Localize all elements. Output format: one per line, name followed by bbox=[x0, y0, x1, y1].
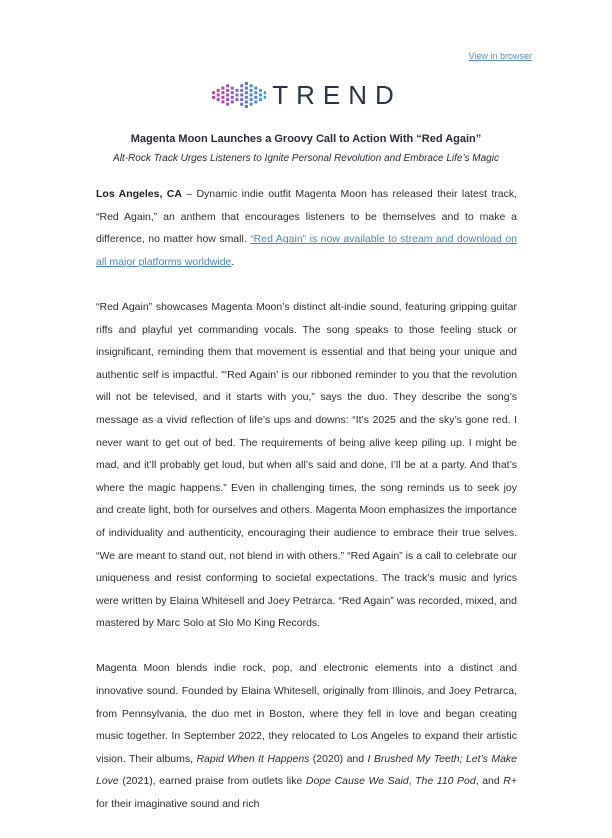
logo-dot bbox=[222, 96, 225, 99]
logo-dot bbox=[222, 100, 225, 103]
logo-dot bbox=[236, 94, 239, 97]
logo-dot bbox=[264, 96, 266, 99]
logo-dot bbox=[240, 103, 243, 106]
logo-dot bbox=[217, 89, 220, 92]
logo-dot bbox=[255, 91, 258, 94]
logo-dot bbox=[245, 91, 248, 94]
stream-link[interactable]: “Red Again” is now available to stream and download on all major platforms worldwide bbox=[96, 233, 518, 268]
logo-dot bbox=[250, 89, 253, 92]
paragraph-song: “Red Again” showcases Magenta Moon’s distinct alt-indie sound, featuring gripping guitar riffs and playful yet commanding vocals. The song speaks to those feeling stuck or insignificant, reminding them that movement is essential and that being your unique and authentic self is impactful. "‘Red Again’ is our ribboned reminder to you that the revolution will not be televised, and it starts with you,” says the duo. They describe the song’s message as a vivid reflection of life’s ups and downs: “It’s 2025 and the sky’s gone red. I never want to get out of bed. The requirements of being alive keep piling up. I might be mad, and it’ll probably get loud, but when all’s said and done, I’ll be at a party. And that’s where the magic happens.” Even in challenging times, the song reminds us to seek joy and create light, both for ourselves and others. Magenta Moon emphasizes the importance of individuality and authenticity, encouraging their audience to embrace their true selves. “We are meant to stand out, not blend in with others.” “Red Again” is a call to celebrate our uniqueness and resist conforming to societal expectations. The track’s music and lyrics were written by Elaina Whitesell and Joey Petrarca. “Red Again” was recorded, mixed, and mastered by Marc Solo at Slo Mo King Records. bbox=[96, 300, 517, 630]
logo-dot bbox=[222, 87, 225, 90]
logo-dot bbox=[240, 89, 243, 92]
logo-dot bbox=[250, 94, 253, 97]
logo-dot bbox=[250, 98, 253, 101]
soundwave-logo-icon bbox=[210, 80, 266, 110]
logo-dot bbox=[231, 87, 234, 90]
logo-dot bbox=[255, 100, 258, 103]
intro-end: . bbox=[231, 255, 235, 268]
logo-dot bbox=[236, 98, 239, 101]
logo-dot bbox=[226, 103, 229, 106]
article-body bbox=[96, 183, 517, 838]
logo-dot bbox=[236, 89, 239, 92]
paragraph-intro bbox=[96, 183, 517, 273]
logo-dot bbox=[226, 89, 229, 92]
logo-dot bbox=[231, 91, 234, 94]
logo-dot bbox=[255, 87, 258, 90]
logo-dot bbox=[250, 84, 253, 87]
dateline: Los Angeles, CA bbox=[96, 188, 182, 200]
outlet-name: R+ bbox=[503, 775, 517, 788]
paragraph-bio: Magenta Moon blends indie rock, pop, and electronic elements into a distinct and innovative sound. Founded by Elaina Whitesell, originally from Illinois, and Joey Petrarca, from Pennsylvania, the duo met in Boston, where they fell in love and began creating music together. In September 2022, they relocated to Los Angeles to expand their artistic vision. Their albums, Rapid When It Happens (2020) and I Brushed My Teeth; Let’s Make Love (2021), earned praise from outlets like Dope Cause We Said, The 110 Pod, and R+ for their imaginative sound and rich bbox=[96, 662, 518, 811]
logo-dot bbox=[255, 96, 258, 99]
trend-logo bbox=[0, 78, 612, 112]
album-title: I Brushed My Teeth; Let’s Make Love bbox=[96, 752, 518, 788]
logo-dot bbox=[240, 84, 243, 87]
logo-dot bbox=[217, 98, 220, 101]
logo-dot bbox=[231, 100, 234, 103]
logo-dot bbox=[245, 100, 248, 103]
intro-text: – Dynamic indie outfit Magenta Moon has released their latest track, “Red Again,” an anthem that encourages listeners to be themselves and to make a difference, no matter how small. bbox=[96, 188, 517, 246]
logo-dot bbox=[259, 94, 262, 97]
logo-dot bbox=[240, 98, 243, 101]
logo-dot bbox=[217, 94, 220, 97]
logo-dot bbox=[226, 94, 229, 97]
logo-dot bbox=[259, 89, 262, 92]
logo-dot bbox=[245, 82, 248, 85]
outlet-name: The 110 Pod bbox=[415, 775, 476, 788]
logo-dot bbox=[264, 91, 266, 94]
logo-dot bbox=[250, 103, 253, 106]
logo-dot bbox=[222, 91, 225, 94]
logo-dot bbox=[245, 87, 248, 90]
logo-dot bbox=[245, 105, 248, 108]
article-headline: Magenta Moon Launches a Groovy Call to Action With “Red Again” bbox=[130, 133, 482, 145]
logo-dot bbox=[231, 96, 234, 99]
logo-dot bbox=[212, 96, 215, 99]
outlet-name: Dope Cause We Said bbox=[305, 775, 409, 788]
view-in-browser-link[interactable]: View in browser bbox=[468, 51, 532, 61]
album-title: Rapid When It Happens bbox=[196, 752, 310, 765]
logo-dot bbox=[240, 94, 243, 97]
logo-dot bbox=[226, 84, 229, 87]
logo-dot bbox=[259, 98, 262, 101]
logo-dot bbox=[245, 96, 248, 99]
logo-wordmark: TREND bbox=[272, 79, 402, 110]
logo-dot bbox=[212, 91, 215, 94]
article-subheadline: Alt-Rock Track Urges Listeners to Ignite Personal Revolution and Embrace Life’s Magic bbox=[113, 153, 499, 164]
logo-dot bbox=[226, 98, 229, 101]
